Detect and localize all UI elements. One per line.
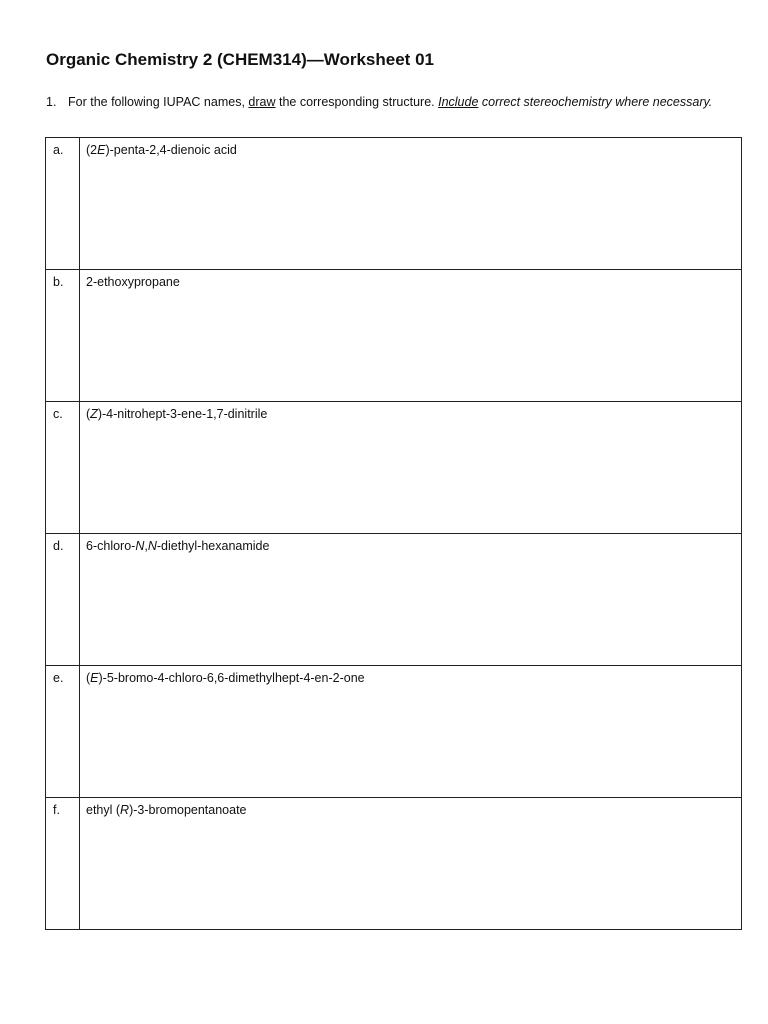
answer-cell[interactable]	[80, 270, 742, 402]
table-row	[46, 798, 742, 930]
question-1	[46, 93, 736, 111]
question-instructions	[68, 93, 736, 111]
table-row	[46, 138, 742, 270]
instruction-include-emphasis: Include	[438, 95, 479, 109]
answer-cell[interactable]	[80, 666, 742, 798]
iupac-name: (Z)-4-nitrohept-3-ene-1,7-dinitrile	[86, 407, 268, 421]
page-title: Organic Chemistry 2 (CHEM314)—Worksheet 01	[46, 50, 434, 69]
iupac-name: (E)-5-bromo-4-chloro-6,6-dimethylhept-4-en-2-one	[86, 671, 365, 685]
answer-table	[45, 137, 742, 930]
iupac-name: 2-ethoxypropane	[86, 275, 180, 289]
table-row	[46, 402, 742, 534]
instruction-text: the corresponding structure.	[275, 95, 439, 109]
item-letter: b.	[46, 270, 80, 402]
table-row	[46, 534, 742, 666]
answer-cell[interactable]	[80, 798, 742, 930]
item-letter: e.	[46, 666, 80, 798]
item-letter: f.	[46, 798, 80, 930]
iupac-name: (2E)-penta-2,4-dienoic acid	[86, 143, 237, 157]
instruction-draw-emphasis: draw	[248, 95, 276, 109]
iupac-name: 6-chloro-N,N-diethyl-hexanamide	[86, 539, 270, 553]
iupac-name: ethyl (R)-3-bromopentanoate	[86, 803, 247, 817]
question-number: 1.	[46, 95, 57, 109]
answer-cell[interactable]	[80, 402, 742, 534]
table-row	[46, 270, 742, 402]
item-letter: c.	[46, 402, 80, 534]
instruction-text: For the following IUPAC names,	[68, 95, 249, 109]
item-letter: d.	[46, 534, 80, 666]
table-row	[46, 666, 742, 798]
answer-cell[interactable]	[80, 138, 742, 270]
instruction-text: correct stereochemistry where necessary.	[478, 95, 713, 109]
item-letter: a.	[46, 138, 80, 270]
answer-cell[interactable]	[80, 534, 742, 666]
